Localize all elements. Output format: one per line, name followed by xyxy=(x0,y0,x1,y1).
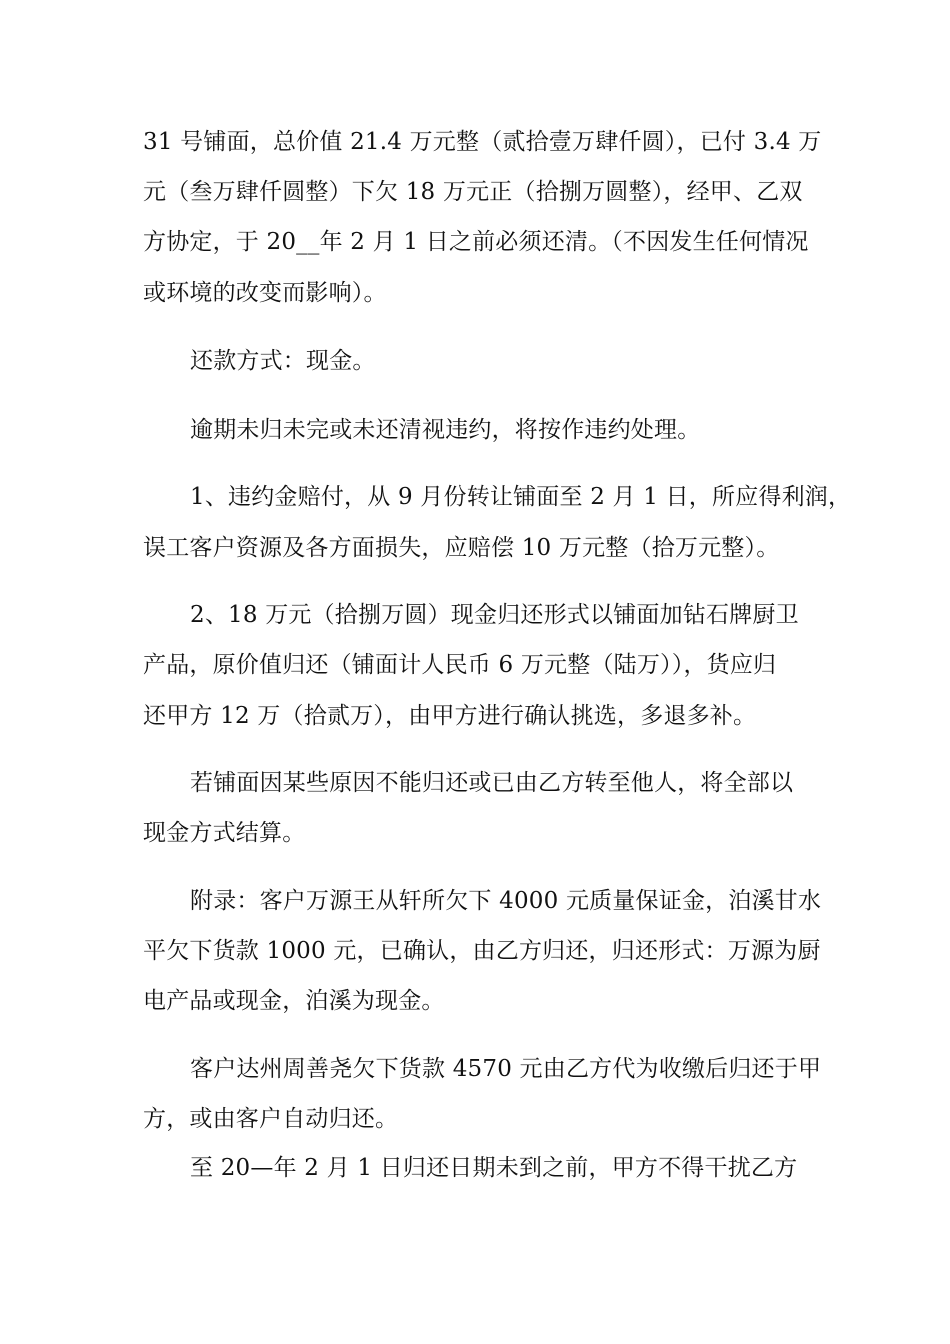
text-line: 平欠下货款 1000 元，已确认，由乙方归还，归还形式：万源为厨 xyxy=(143,938,821,964)
text-line: 还款方式：现金。 xyxy=(190,348,376,374)
text-line: 客户达州周善尧欠下货款 4570 元由乙方代为收缴后归还于甲 xyxy=(190,1056,822,1082)
text-line: 现金方式结算。 xyxy=(143,820,306,846)
text-line: 2、18 万元（拾捌万圆）现金归还形式以铺面加钻石牌厨卫 xyxy=(190,602,799,628)
text-line: 误工客户资源及各方面损失，应赔偿 10 万元整（拾万元整）。 xyxy=(143,535,780,561)
text-line: 逾期未归未完或未还清视违约，将按作违约处理。 xyxy=(190,417,701,443)
text-line: 若铺面因某些原因不能归还或已由乙方转至他人，将全部以 xyxy=(190,770,794,796)
text-line: 至 20—年 2 月 1 日归还日期未到之前，甲方不得干扰乙方 xyxy=(190,1155,798,1181)
text-line: 还甲方 12 万（拾贰万），由甲方进行确认挑选，多退多补。 xyxy=(143,703,757,729)
text-line: 31 号铺面，总价值 21.4 万元整（贰拾壹万肆仟圆），已付 3.4 万 xyxy=(143,129,822,155)
text-line: 元（叁万肆仟圆整）下欠 18 万元正（拾捌万圆整），经甲、乙双 xyxy=(143,179,803,205)
text-line: 方协定，于 20__年 2 月 1 日之前必须还清。（不因发生任何情况 xyxy=(143,229,809,255)
text-line: 方，或由客户自动归还。 xyxy=(143,1106,399,1132)
text-line: 或环境的改变而影响）。 xyxy=(143,280,387,306)
text-line: 电产品或现金，泊溪为现金。 xyxy=(143,988,445,1014)
text-line: 产品，原价值归还（铺面计人民币 6 万元整（陆万）），货应归 xyxy=(143,652,777,678)
text-line: 1、违约金赔付，从 9 月份转让铺面至 2 月 1 日，所应得利润， xyxy=(190,484,852,510)
text-line: 附录：客户万源王从轩所欠下 4000 元质量保证金，泊溪甘水 xyxy=(190,888,822,914)
